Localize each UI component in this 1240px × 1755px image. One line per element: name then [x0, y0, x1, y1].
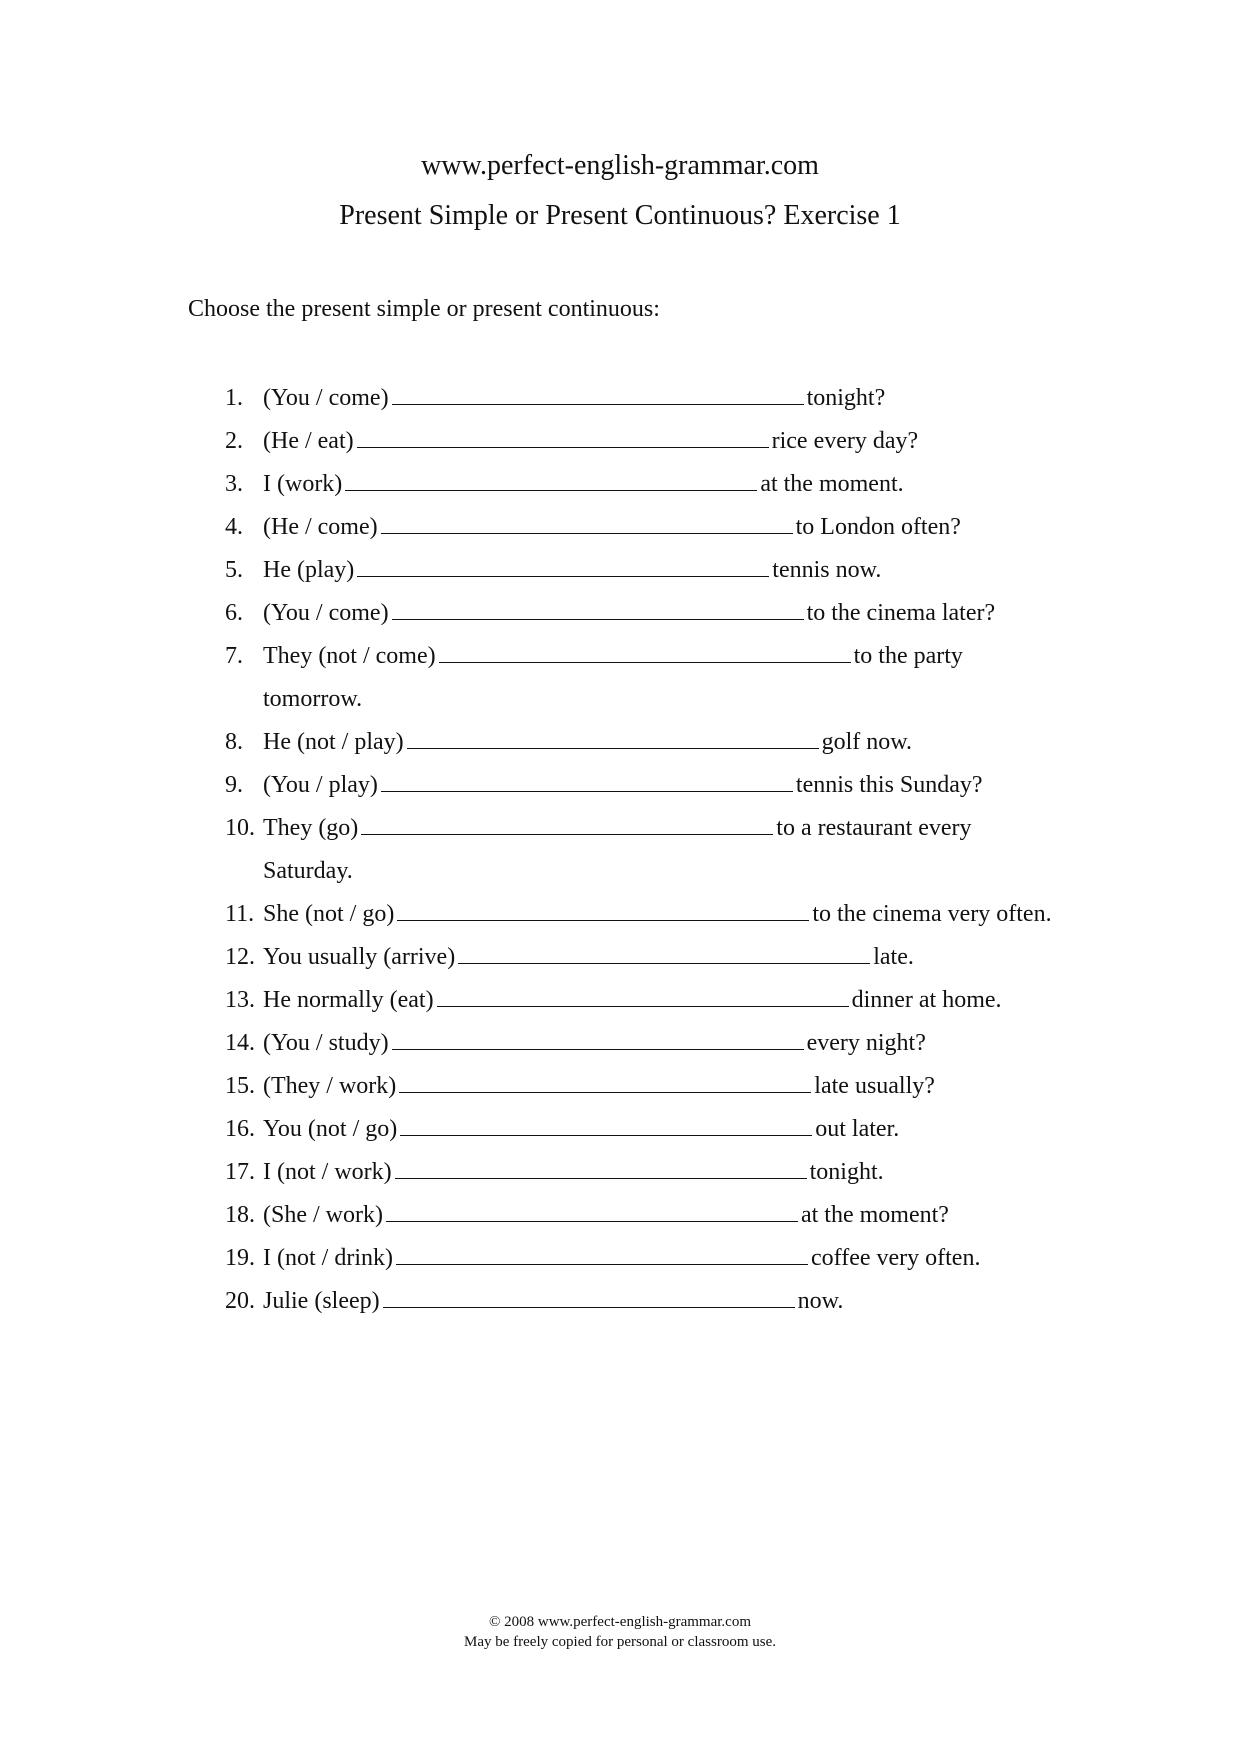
- exercise-item: [225, 592, 1055, 635]
- item-prompt: (He / come): [263, 514, 378, 540]
- answer-blank[interactable]: [399, 1072, 811, 1093]
- item-prompt: He normally (eat): [263, 987, 434, 1013]
- answer-blank[interactable]: [392, 384, 804, 405]
- exercise-item: [225, 549, 1055, 592]
- exercise-item: [225, 1065, 1055, 1108]
- item-prompt: (They / work): [263, 1073, 397, 1099]
- item-prompt: (You / come): [263, 385, 389, 411]
- item-continuation: late.: [873, 944, 914, 970]
- footer-copyright: © 2008 www.perfect-english-grammar.com: [488, 1614, 751, 1630]
- footer-license: May be freely copied for personal or classroom use.: [464, 1634, 776, 1650]
- item-continuation: to a restaurant every Saturday.: [263, 815, 972, 884]
- exercise-item: [225, 420, 1055, 463]
- item-number: 17.: [225, 1159, 255, 1185]
- item-prompt: (She / work): [263, 1202, 383, 1228]
- page-title: Present Simple or Present Continuous? Exercise 1: [339, 200, 901, 231]
- exercise-item: [225, 1022, 1055, 1065]
- item-continuation: dinner at home.: [851, 987, 1002, 1013]
- item-continuation: to the party tomorrow.: [263, 643, 963, 712]
- item-prompt: (He / eat): [263, 428, 354, 454]
- item-prompt: Julie (sleep): [263, 1288, 380, 1314]
- item-number: 2.: [225, 428, 243, 454]
- answer-blank[interactable]: [397, 900, 809, 921]
- exercise-item: [225, 1237, 1055, 1280]
- answer-blank[interactable]: [392, 1029, 804, 1050]
- item-continuation: tonight?: [806, 385, 886, 411]
- item-continuation: now.: [797, 1288, 844, 1314]
- item-continuation: at the moment.: [760, 471, 904, 497]
- item-number: 15.: [225, 1073, 255, 1099]
- item-number: 12.: [225, 944, 255, 970]
- exercise-item: [225, 807, 1055, 893]
- item-continuation: rice every day?: [771, 428, 919, 454]
- exercise-item: [225, 979, 1055, 1022]
- answer-blank[interactable]: [407, 728, 819, 749]
- item-number: 6.: [225, 600, 243, 626]
- item-number: 16.: [225, 1116, 255, 1142]
- item-prompt: (You / come): [263, 600, 389, 626]
- item-prompt: You usually (arrive): [263, 944, 456, 970]
- item-number: 7.: [225, 643, 243, 669]
- item-continuation: tennis this Sunday?: [795, 772, 983, 798]
- item-continuation: golf now.: [821, 729, 913, 755]
- answer-blank[interactable]: [439, 642, 851, 663]
- item-number: 8.: [225, 729, 243, 755]
- item-number: 3.: [225, 471, 243, 497]
- exercise-item: [225, 1280, 1055, 1323]
- answer-blank[interactable]: [345, 470, 757, 491]
- item-number: 1.: [225, 385, 243, 411]
- answer-blank[interactable]: [386, 1201, 798, 1222]
- item-prompt: I (not / drink): [263, 1245, 393, 1271]
- answer-blank[interactable]: [361, 814, 773, 835]
- item-prompt: He (play): [263, 557, 355, 583]
- answer-blank[interactable]: [396, 1244, 808, 1265]
- item-continuation: tennis now.: [772, 557, 882, 583]
- item-prompt: He (not / play): [263, 729, 404, 755]
- item-number: 19.: [225, 1245, 255, 1271]
- item-prompt: I (not / work): [263, 1159, 392, 1185]
- answer-blank[interactable]: [458, 943, 870, 964]
- answer-blank[interactable]: [357, 556, 769, 577]
- site-url: www.perfect-english-grammar.com: [421, 150, 819, 181]
- item-continuation: to the cinema very often.: [812, 901, 1052, 927]
- item-number: 13.: [225, 987, 255, 1013]
- exercise-item: [225, 463, 1055, 506]
- item-prompt: (You / play): [263, 772, 378, 798]
- answer-blank[interactable]: [381, 771, 793, 792]
- item-number: 18.: [225, 1202, 255, 1228]
- exercise-list: [225, 377, 1055, 1323]
- exercise-item: [225, 764, 1055, 807]
- answer-blank[interactable]: [383, 1287, 795, 1308]
- item-number: 14.: [225, 1030, 255, 1056]
- exercise-item: [225, 721, 1055, 764]
- answer-blank[interactable]: [357, 427, 769, 448]
- exercise-item: [225, 1194, 1055, 1237]
- item-continuation: out later.: [815, 1116, 900, 1142]
- item-prompt: They (go): [263, 815, 359, 841]
- item-continuation: every night?: [806, 1030, 926, 1056]
- item-continuation: late usually?: [814, 1073, 935, 1099]
- exercise-item: [225, 1151, 1055, 1194]
- item-continuation: coffee very often.: [810, 1245, 981, 1271]
- item-continuation: to London often?: [795, 514, 961, 540]
- answer-blank[interactable]: [400, 1115, 812, 1136]
- item-number: 5.: [225, 557, 243, 583]
- answer-blank[interactable]: [392, 599, 804, 620]
- exercise-item: [225, 506, 1055, 549]
- instruction-text: Choose the present simple or present continuous:: [188, 296, 660, 322]
- exercise-item: [225, 377, 1055, 420]
- answer-blank[interactable]: [437, 986, 849, 1007]
- item-prompt: I (work): [263, 471, 343, 497]
- exercise-item: [225, 893, 1055, 936]
- item-number: 10.: [225, 815, 255, 841]
- item-prompt: You (not / go): [263, 1116, 398, 1142]
- footer: [0, 1612, 1240, 1652]
- item-prompt: She (not / go): [263, 901, 395, 927]
- exercise-item: [225, 1108, 1055, 1151]
- exercise-item: [225, 936, 1055, 979]
- item-prompt: (You / study): [263, 1030, 389, 1056]
- item-prompt: They (not / come): [263, 643, 436, 669]
- answer-blank[interactable]: [381, 513, 793, 534]
- item-number: 11.: [225, 901, 255, 927]
- exercise-item: [225, 635, 1055, 721]
- item-continuation: to the cinema later?: [806, 600, 996, 626]
- answer-blank[interactable]: [395, 1158, 807, 1179]
- item-number: 20.: [225, 1288, 255, 1314]
- item-number: 4.: [225, 514, 243, 540]
- item-number: 9.: [225, 772, 243, 798]
- item-continuation: at the moment?: [800, 1202, 949, 1228]
- item-continuation: tonight.: [809, 1159, 884, 1185]
